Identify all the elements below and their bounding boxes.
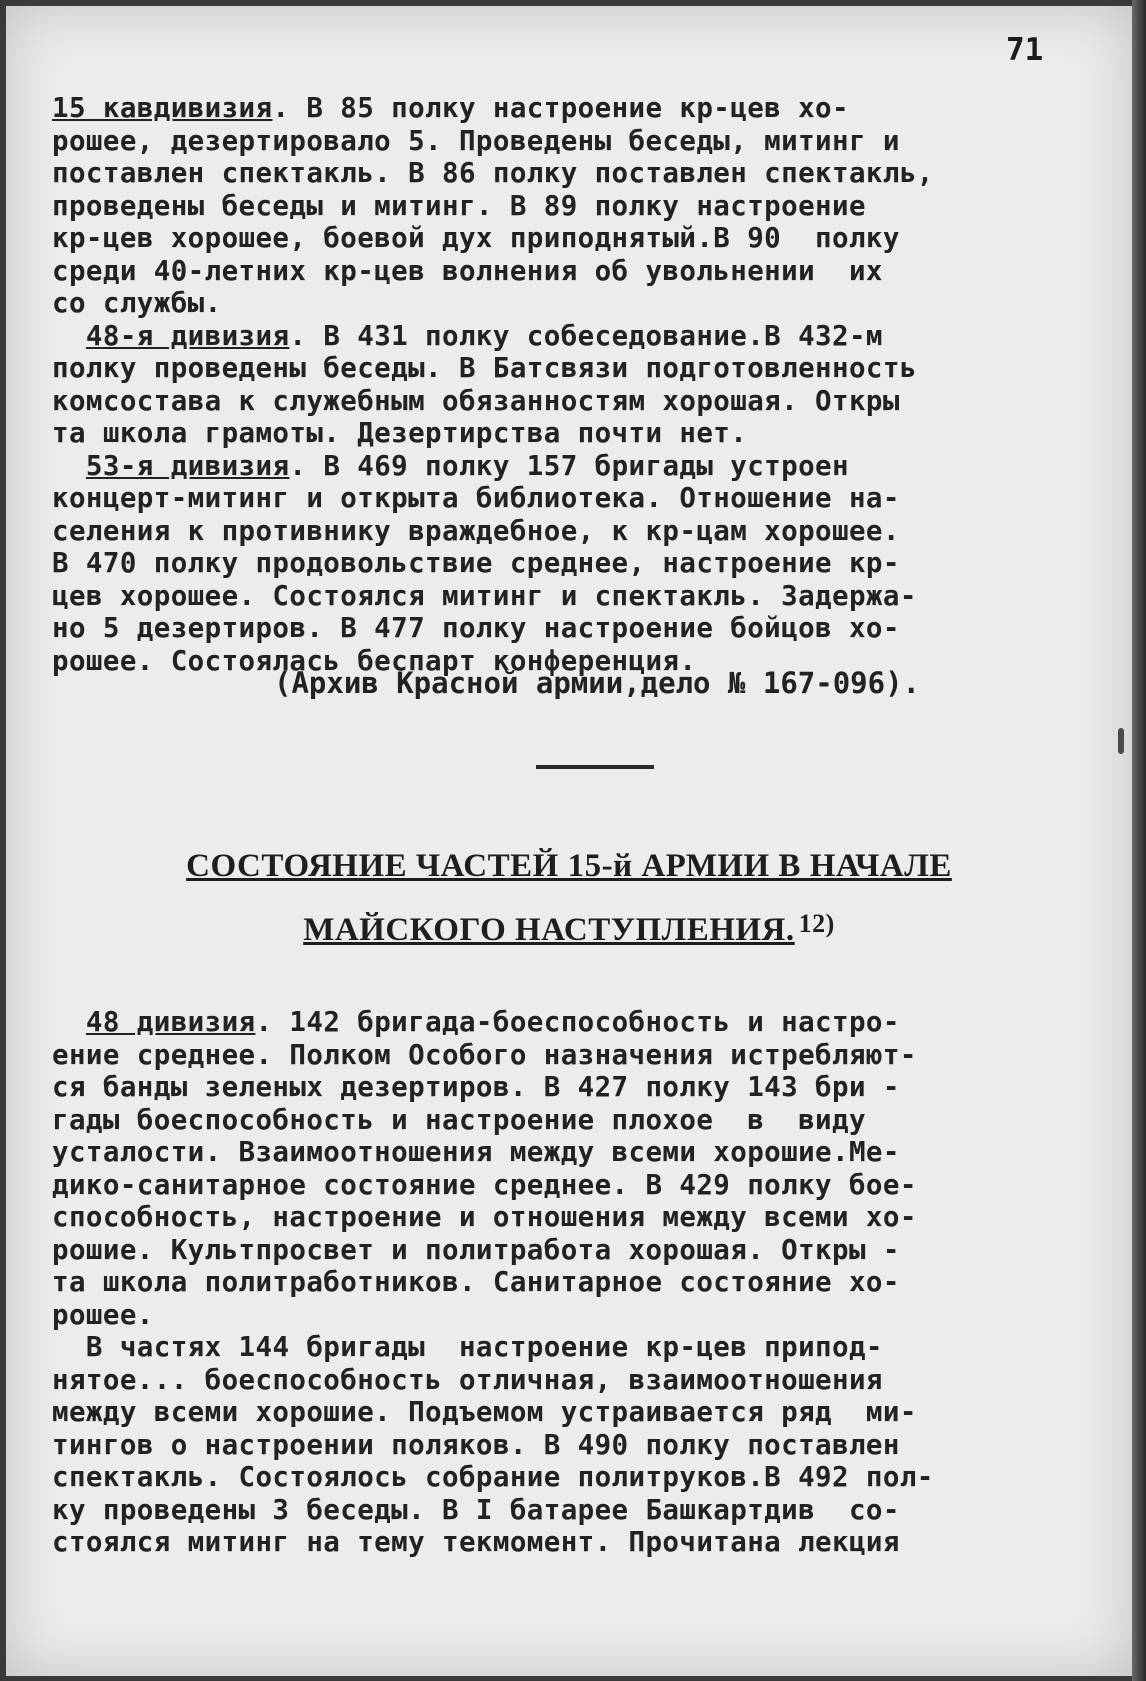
text-line	[52, 547, 1062, 580]
line-text: ку проведены 3 беседы. В I батарее Башкартдив со-	[52, 1493, 900, 1526]
line-text: спектакль. Состоялось собрание политруков.В 492 пол-	[52, 1461, 934, 1493]
line-text: . В 85 полку настроение кр-цев хо-	[272, 92, 849, 124]
text-line	[52, 222, 1062, 255]
line-text: . 142 бригада-боеспособность и настро-	[255, 1006, 900, 1038]
line-text: усталости. Взаимоотношения между всеми хорошие.Ме-	[52, 1136, 900, 1168]
line-text: способность, настроение и отношения между всеми хо-	[52, 1201, 917, 1233]
line-indent	[52, 320, 86, 352]
text-line	[52, 125, 1062, 158]
section-divisions-report	[52, 92, 1062, 677]
book-spine-shadow	[1132, 0, 1146, 1681]
heading-text-line2: МАЙСКОГО НАСТУПЛЕНИЯ.	[303, 912, 795, 948]
text-line	[52, 1039, 1062, 1072]
page-edge-mark	[1118, 728, 1124, 754]
text-line	[52, 1136, 1062, 1169]
text-line	[52, 385, 1062, 418]
text-line	[52, 190, 1062, 223]
section-divider	[536, 765, 654, 769]
text-line	[52, 515, 1062, 548]
text-line	[52, 1201, 1062, 1234]
division-label: 48 дивизия	[85, 1006, 256, 1038]
document-page	[6, 6, 1132, 1676]
line-text: проведены беседы и митинг. В 89 полку настроение	[52, 189, 866, 222]
line-text: среди 40-летних кр-цев волнения об увольнении их	[52, 254, 883, 287]
text-line	[52, 320, 1062, 353]
section-heading-line1	[6, 848, 1132, 885]
text-line	[52, 287, 1062, 320]
text-line	[52, 1071, 1062, 1104]
text-line	[52, 450, 1062, 483]
line-text: тингов о настроении поляков. В 490 полку поставлен	[52, 1428, 900, 1461]
line-text: та школа политработников. Санитарное состояние хо-	[52, 1266, 900, 1298]
text-line	[52, 1331, 1062, 1364]
line-text: цев хорошее. Состоялся митинг и спектакль. Задержа-	[52, 579, 917, 612]
archive-citation: (Архив Красной армии,дело № 167-096).	[274, 666, 921, 700]
text-line	[52, 1396, 1062, 1429]
text-line	[52, 352, 1062, 385]
line-text: гады боеспособность и настроение плохое в виду	[52, 1103, 866, 1136]
text-line	[52, 1526, 1062, 1559]
line-text: рошее.	[52, 1298, 154, 1331]
footnote-marker: 12)	[798, 909, 835, 938]
line-text: полку проведены беседы. В Батсвязи подготовленность	[52, 352, 917, 384]
text-line	[52, 1429, 1062, 1462]
page-number: 71	[1006, 32, 1044, 68]
text-line	[52, 1234, 1062, 1267]
line-text: В 470 полку продовольствие среднее, настроение кр-	[52, 547, 900, 579]
text-line	[52, 157, 1062, 190]
line-text: рошее. Состоялась беспарт конференция.	[52, 644, 697, 677]
line-text: между всеми хорошие. Подъемом устраивается ряд ми-	[52, 1396, 917, 1428]
line-indent	[52, 450, 86, 482]
line-text: концерт-митинг и открыта библиотека. Отношение на-	[52, 482, 900, 514]
line-text: рошие. Культпросвет и политработа хорошая. Откры -	[52, 1233, 900, 1266]
line-indent	[52, 1331, 86, 1363]
line-text: селения к противнику враждебное, к кр-цам хорошее.	[52, 514, 900, 547]
division-label: 48-я дивизия	[85, 319, 290, 352]
line-text: нятое... боеспособность отличная, взаимоотношения	[52, 1363, 883, 1396]
line-text: но 5 дезертиров. В 477 полку настроение бойцов хо-	[52, 612, 900, 644]
text-line	[52, 1461, 1062, 1494]
line-text: ение среднее. Полком Особого назначения истребляют-	[52, 1038, 917, 1071]
line-text: та школа грамоты. Дезертирства почти нет.	[52, 417, 748, 449]
text-line	[52, 1169, 1062, 1202]
text-line	[52, 580, 1062, 613]
text-line	[52, 92, 1062, 125]
line-text: со службы.	[52, 287, 222, 319]
text-line	[52, 417, 1062, 450]
text-line	[52, 1494, 1062, 1527]
line-text: . В 469 полку 157 бригады устроен	[289, 449, 849, 482]
line-indent	[52, 1006, 86, 1038]
text-line	[52, 482, 1062, 515]
line-text: рошее, дезертировало 5. Проведены беседы, митинг и	[52, 124, 900, 157]
division-label: 15 кавдивизия	[52, 92, 273, 124]
text-line	[52, 1006, 1062, 1039]
line-text: стоялся митинг на тему текмомент. Прочитана лекция	[52, 1526, 900, 1558]
line-text: кр-цев хорошее, боевой дух приподнятый.В 90 полку	[52, 222, 900, 254]
division-label: 53-я дивизия	[85, 449, 290, 482]
line-text: В частях 144 бригады настроение кр-цев припод-	[85, 1331, 883, 1363]
text-line	[52, 612, 1062, 645]
text-line	[52, 255, 1062, 288]
line-text: ся банды зеленых дезертиров. В 427 полку 143 бри -	[52, 1071, 900, 1103]
line-text: . В 431 полку собеседование.В 432-м	[289, 319, 883, 352]
line-text: дико-санитарное состояние среднее. В 429 полку бое-	[52, 1168, 917, 1201]
text-line	[52, 1364, 1062, 1397]
line-text: комсостава к служебным обязанностям хорошая. Откры	[52, 384, 900, 417]
text-line	[52, 1299, 1062, 1332]
text-line	[52, 1266, 1062, 1299]
heading-text-line1: СОСТОЯНИЕ ЧАСТЕЙ 15-й АРМИИ В НАЧАЛЕ	[186, 848, 952, 884]
text-line	[52, 1104, 1062, 1137]
section-heading-line2	[6, 909, 1132, 949]
line-text: поставлен спектакль. В 86 полку поставлен спектакль,	[52, 157, 934, 189]
section-army-state-report	[52, 1006, 1062, 1559]
